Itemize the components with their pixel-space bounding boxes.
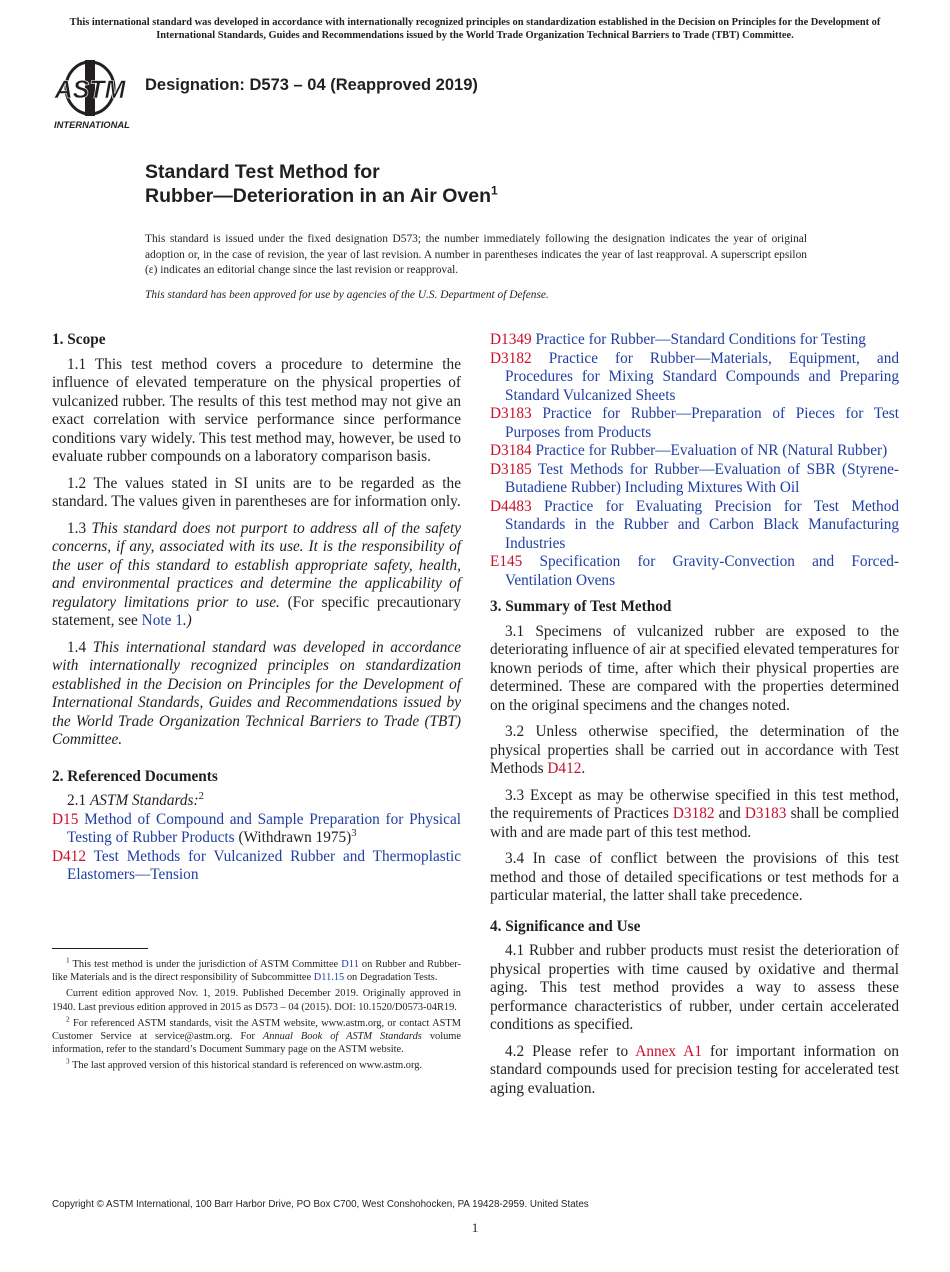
title-footnote-mark: 1 [491,183,498,198]
standard-intro [145,232,807,303]
logo-subtext: INTERNATIONAL [54,119,130,130]
para-1-2: 1.2 The values stated in SI units are to be regarded as the standard. The values given in parentheses are for information only. [52,474,461,510]
title-line-1: Standard Test Method for [145,161,380,183]
para-3-4: 3.4 In case of conflict between the provisions of this test method and those of detailed specifications or test methods for a particular material, the latter shall take precedence. [490,850,899,904]
note-1-link[interactable]: Note 1 [141,612,183,629]
scope-heading: 1. Scope [52,331,106,348]
intro-paragraph: This standard is issued under the fixed designation D573; the number immediately following the designation indicates the year of original adoption or, in the case of revision, the year of last revision. A number in parentheses indicates the year of last reapproval. A superscript epsilon (ε) indicates an editorial change since the last revision or reapproval. [145,233,807,276]
ref-d3184[interactable]: D3184 Practice for Rubber—Evaluation of NR (Natural Rubber) [490,442,888,459]
ref-d3185[interactable]: D3185 Test Methods for Rubber—Evaluation of SBR (Styrene-Butadiene Rubber) Including Mixtures With Oil [490,460,899,496]
para-4-1: 4.1 Rubber and rubber products must resist the deterioration of physical properties with time caused by oxidative and thermal aging. This test method provides a way to assess these performance characteristics of rubber, under certain accelerated conditions as specified. [490,942,899,1033]
logo-text: ASTM [54,76,126,104]
page-title [145,160,498,208]
para-1-4: 1.4 This international standard was developed in accordance with internationally recognized principles on standardization established in the Decision on Principles for the Development of International Standards, Guides and Recommendations issued by the World Trade Organization Technical Barriers to Trade (TBT) Committee. [52,638,461,748]
para-1-1: 1.1 This test method covers a procedure to determine the influence of elevated temperature on the physical properties of vulcanized rubber. The results of this test method may not give an exact correlation with service performance since performance conditions vary widely. This test method may, however, be used to evaluate rubber compounds on a laboratory comparison basis. [52,355,461,465]
annex-a1-link[interactable]: Annex A1 [635,1042,702,1060]
footnote-divider [52,948,148,949]
para-3-1: 3.1 Specimens of vulcanized rubber are exposed to the deteriorating influence of air at specified elevated temperatures for known periods of time, after which their physical properties are determined. These are compared with the properties determined on the original specimens and the changes noted. [490,622,899,714]
ref-d4483[interactable]: D4483 Practice for Evaluating Precision for Test Method Standards in the Rubber and Carbon Black Manufacturing Industries [490,497,900,552]
para-3-3: 3.3 Except as may be otherwise specified in this test method, the requirements of Practices D3182 and D3183 shall be complied with and are made part of this test method. [490,786,899,841]
d3183-link[interactable]: D3183 [744,805,787,822]
edition-note: Current edition approved Nov. 1, 2019. Published December 2019. Originally approved in 1940. Last previous edition approved in 2015 as D573 – 04 (2015). DOI: 10.1520/D0573-04R19. [52,988,461,1013]
d11-15-link[interactable]: D11.15 [313,972,345,984]
para-3-2: 3.2 Unless otherwise specified, the determination of the physical properties shall be carried out in accordance with Test Methods D412. [490,723,899,777]
ref-e145[interactable]: E145 Specification for Gravity-Convection and Forced-Ventilation Ovens [490,553,899,589]
d3182-link[interactable]: D3182 [672,805,715,822]
footnote-2: $^2$ For referenced ASTM standards, visit the ASTM website, www.astm.org, or contact ASTM Customer Service at service@astm.org. For Annual Book of ASTM Standards volume information, refer to the standard’s Document Summary page on the ASTM website. [52,1015,461,1056]
para-1-3: 1.3 This standard does not purport to address all of the safety concerns, if any, associated with its use. It is the responsibility of the user of this standard to establish appropriate safety, health, and environmental practices and determine the applicability of regulatory limitations prior to use. (For specific precautionary statement, see Note 1.) [52,519,462,629]
d11-link[interactable]: D11 [341,959,359,970]
page-number: 1 [471,1220,479,1235]
astm-logo [52,58,134,132]
significance-heading: 4. Significance and Use [490,917,641,935]
ref-d15[interactable]: D15 Method of Compound and Sample Preparation for Physical Testing of Rubber Products (Withdrawn 1975)$^3$ [52,810,461,846]
title-line-2: Rubber—Deterioration in an Air Oven$^1$ [145,183,498,207]
dod-approval: This standard has been approved for use by agencies of the U.S. Department of Defense. [145,288,549,301]
right-column [490,331,899,1106]
ref-d1349[interactable]: D1349 Practice for Rubber—Standard Conditions for Testing [490,331,866,348]
footnote-1: $^1$ This test method is under the jurisdiction of ASTM Committee D11 on Rubber and Rubber-like Materials and is the direct responsibility of Subcommittee D11.15 on Degradation Tests. [52,956,461,984]
ref-d412[interactable]: D412 Test Methods for Vulcanized Rubber and Thermoplastic Elastomers—Tension [52,847,461,883]
left-column [52,331,461,885]
wto-notice: This international standard was developed in accordance with internationally recognized principles on standardization established in the Decision on Principles for the Development of International Standards, Guides and Recommendations issued by the World Trade Organization Technical Barriers to Trade (TBT) Committee. [69,17,881,41]
ref-d3182[interactable]: D3182 Practice for Rubber—Materials, Equipment, and Procedures for Mixing Standard Compounds and Preparing Standard Vulcanized Sheets [490,349,899,404]
para-2-1: 2.1 ASTM Standards:$^2$ [67,789,204,809]
footnotes [52,958,461,1076]
designation: Designation: D573 – 04 (Reapproved 2019) [145,76,478,94]
summary-heading: 3. Summary of Test Method [490,598,672,615]
copyright: Copyright © ASTM International, 100 Barr Harbor Drive, PO Box C700, West Conshohocken, PA 19428-2959. United States [52,1199,589,1210]
para-4-2: 4.2 Please refer to Annex A1 for important information on standard compounds used for precision testing for accelerated test aging evaluation. [490,1042,899,1097]
footnote-3: $^3$ The last approved version of this historical standard is referenced on www.astm.org. [66,1057,423,1072]
d412-link[interactable]: D412 [547,760,582,777]
referenced-heading: 2. Referenced Documents [52,767,218,785]
ref-list-continued [490,331,899,590]
ref-d3183[interactable]: D3183 Practice for Rubber—Preparation of Pieces for Test Purposes from Products [490,405,900,441]
